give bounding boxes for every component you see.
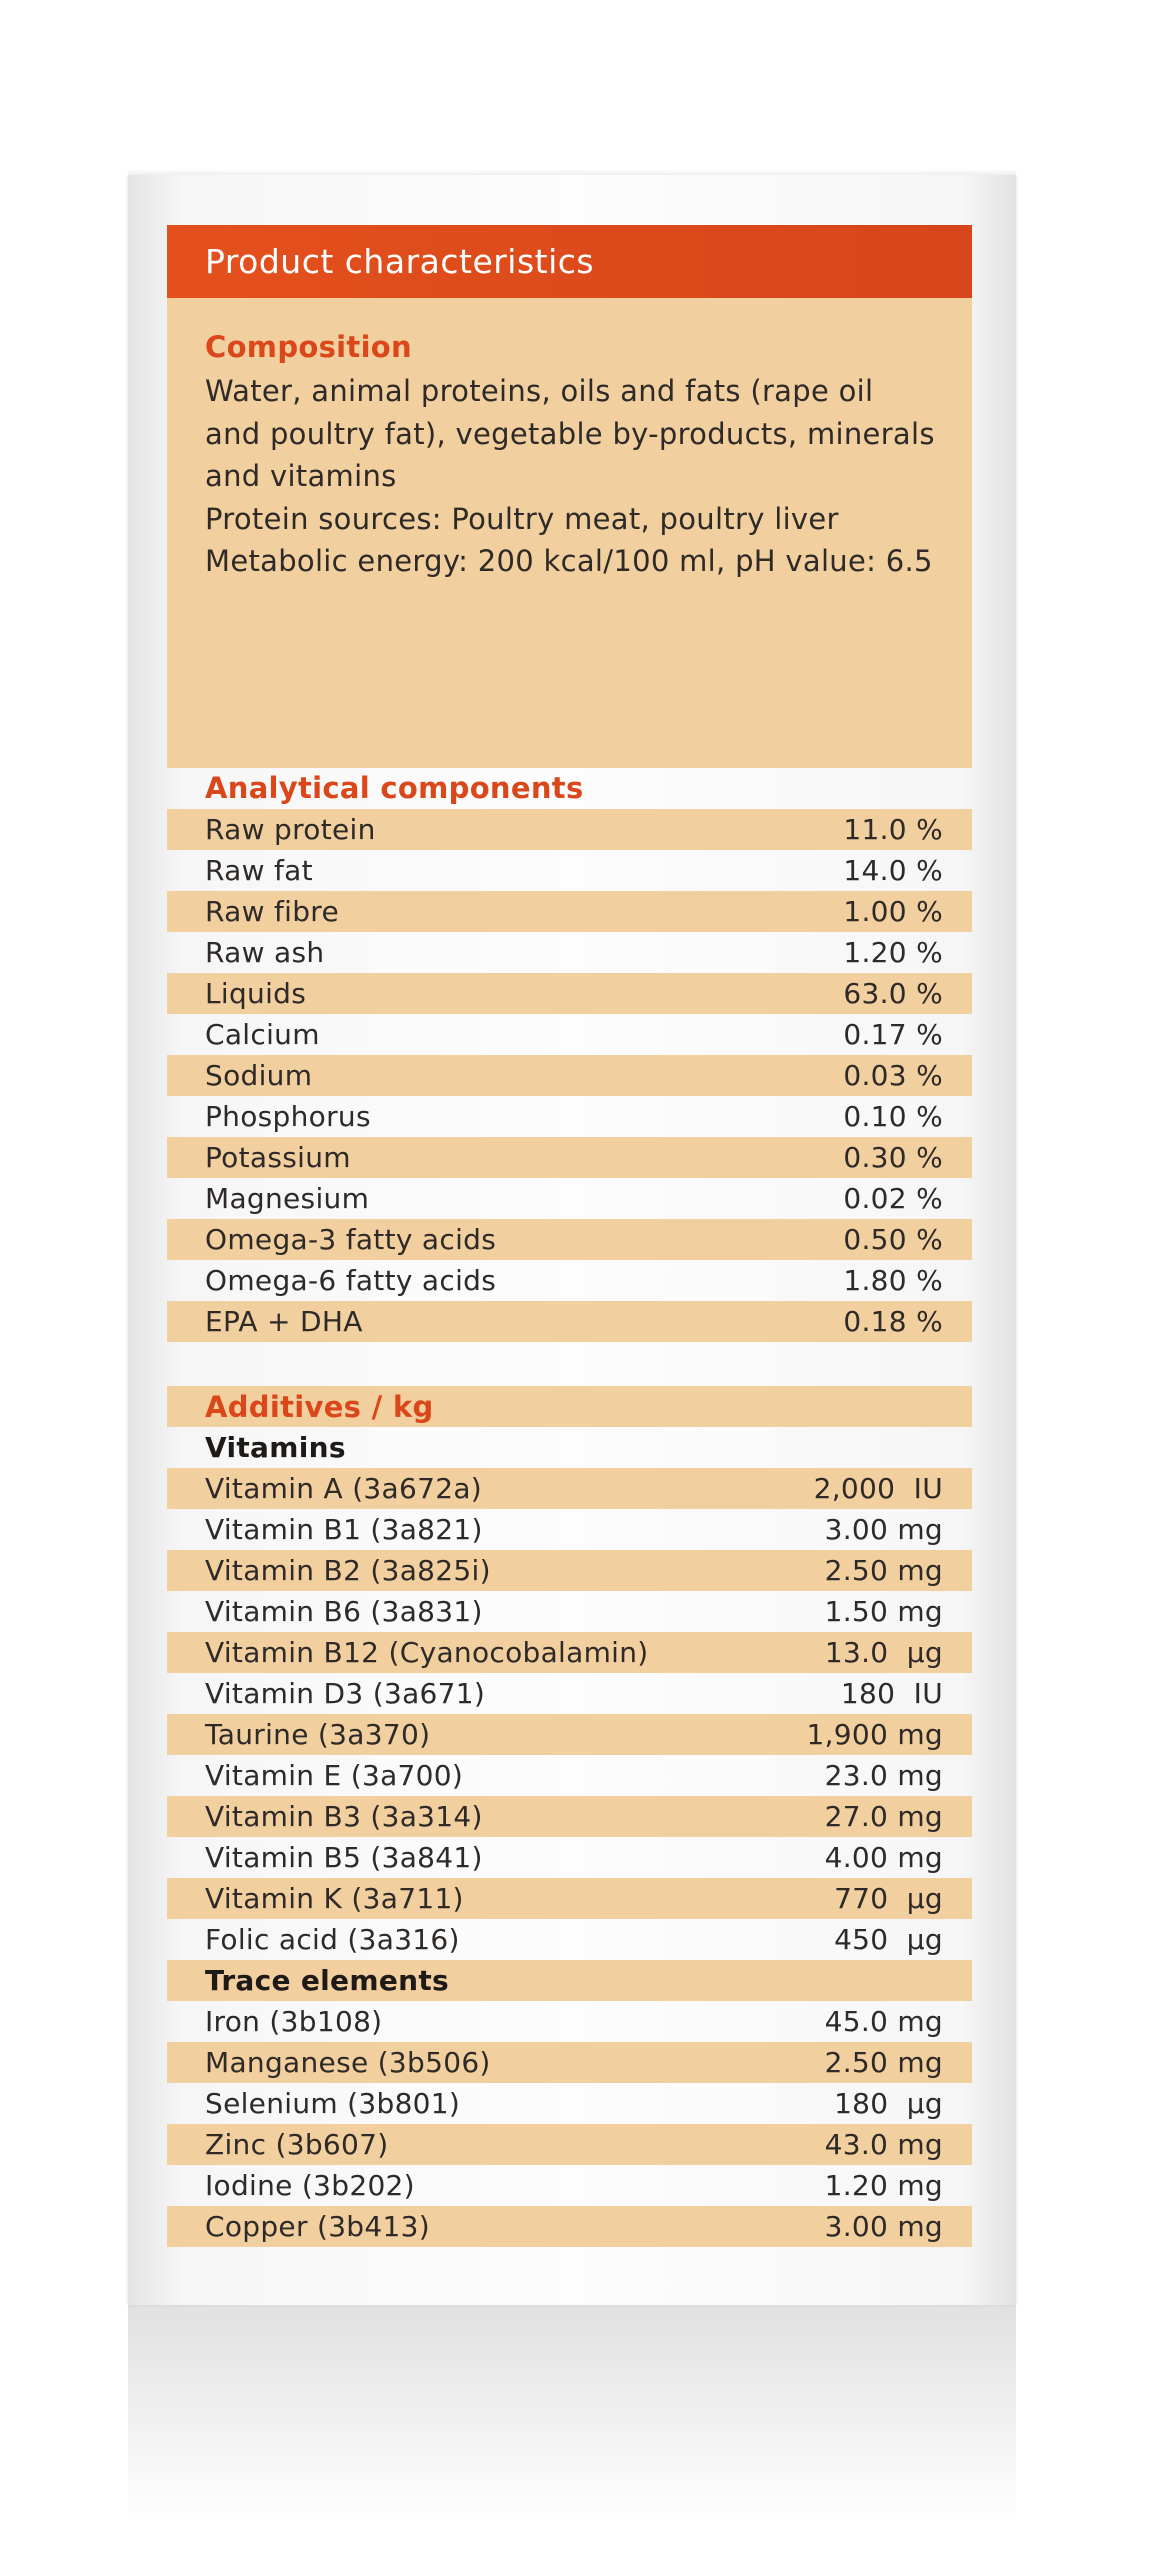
row-value: 1.20 mg: [824, 2169, 943, 2202]
table-row: [167, 1509, 972, 1550]
row-value: 14.0 %: [843, 854, 943, 887]
row-value: 0.17 %: [843, 1018, 943, 1051]
row-value: 43.0 mg: [824, 2128, 943, 2161]
row-label: Zinc (3b607): [205, 2128, 389, 2161]
row-value: 180 µg: [834, 2087, 943, 2120]
table-row: [167, 809, 972, 850]
table-row: [167, 1714, 972, 1755]
row-label: Vitamin B3 (3a314): [205, 1800, 483, 1833]
row-value: 1.00 %: [843, 895, 943, 928]
row-label: EPA + DHA: [205, 1305, 363, 1338]
row-label: Vitamin B2 (3a825i): [205, 1554, 491, 1587]
row-label: Taurine (3a370): [205, 1718, 431, 1751]
additives-table: [167, 1386, 972, 2247]
row-value: 0.18 %: [843, 1305, 943, 1338]
page-title: Product characteristics: [167, 225, 972, 298]
table-row: [167, 1919, 972, 1960]
table-row: [167, 891, 972, 932]
row-value: 27.0 mg: [824, 1800, 943, 1833]
row-value: 4.00 mg: [824, 1841, 943, 1874]
composition-title: Composition: [205, 330, 412, 364]
row-label: Iodine (3b202): [205, 2169, 415, 2202]
row-value: 11.0 %: [843, 813, 943, 846]
row-value: 0.30 %: [843, 1141, 943, 1174]
row-label: Raw protein: [205, 813, 376, 846]
composition-line: and poultry fat), vegetable by-products, minerals: [205, 416, 935, 451]
row-value: 450 µg: [834, 1923, 943, 1956]
row-label: Vitamin K (3a711): [205, 1882, 464, 1915]
table-row: [167, 1755, 972, 1796]
table-row: [167, 850, 972, 891]
table-row: [167, 1055, 972, 1096]
row-value: 45.0 mg: [824, 2005, 943, 2038]
table-row: [167, 1096, 972, 1137]
table-row: [167, 1468, 972, 1509]
table-row: [167, 1260, 972, 1301]
row-value: 2.50 mg: [824, 2046, 943, 2079]
table-row: [167, 1878, 972, 1919]
analytical-title: Analytical components: [205, 771, 584, 805]
row-label: Calcium: [205, 1018, 320, 1051]
box-reflection: [128, 2305, 1016, 2525]
table-row: [167, 1301, 972, 1342]
trace-elements-subheading: [167, 1960, 972, 2001]
composition-section: [167, 298, 972, 768]
table-row: [167, 1796, 972, 1837]
table-row: [167, 1673, 972, 1714]
row-label: Raw fibre: [205, 895, 340, 928]
row-label: Vitamin D3 (3a671): [205, 1677, 486, 1710]
table-row: [167, 1591, 972, 1632]
table-row: [167, 973, 972, 1014]
row-label: Omega-6 fatty acids: [205, 1264, 497, 1297]
analytical-table: [167, 809, 972, 1342]
row-value: 23.0 mg: [824, 1759, 943, 1792]
row-label: Sodium: [205, 1059, 313, 1092]
composition-line: Water, animal proteins, oils and fats (rape oil: [205, 374, 874, 408]
table-row: [167, 1219, 972, 1260]
row-label: Liquids: [205, 977, 307, 1010]
row-value: 13.0 µg: [824, 1636, 943, 1669]
row-label: Raw ash: [205, 936, 325, 969]
row-label: Vitamin B6 (3a831): [205, 1595, 483, 1628]
row-label: Magnesium: [205, 1182, 370, 1215]
row-value: 1.80 %: [843, 1264, 943, 1297]
row-label: Manganese (3b506): [205, 2046, 491, 2079]
table-row: [167, 2083, 972, 2124]
vitamins-subheading: [167, 1427, 972, 1468]
table-row: [167, 1178, 972, 1219]
row-value: 3.00 mg: [824, 1513, 943, 1546]
additives-title-text: Additives / kg: [205, 1389, 434, 1424]
row-value: 1.50 mg: [824, 1595, 943, 1628]
composition-text: [205, 370, 934, 583]
table-row: [167, 1632, 972, 1673]
table-row: [167, 1550, 972, 1591]
row-label: Iron (3b108): [205, 2005, 383, 2038]
table-row: [167, 1837, 972, 1878]
row-value: 2.50 mg: [824, 1554, 943, 1587]
row-value: 180 IU: [840, 1677, 943, 1710]
trace-elements-subheading-text: Trace elements: [205, 1964, 449, 1997]
additives-title: [167, 1386, 972, 1427]
row-label: Vitamin A (3a672a): [205, 1472, 483, 1505]
row-label: Potassium: [205, 1141, 351, 1174]
row-value: 1.20 %: [843, 936, 943, 969]
composition-line: and vitamins: [205, 459, 397, 493]
row-value: 0.03 %: [843, 1059, 943, 1092]
row-value: 3.00 mg: [824, 2210, 943, 2243]
table-row: [167, 2206, 972, 2247]
row-label: Vitamin B1 (3a821): [205, 1513, 483, 1546]
table-row: [167, 932, 972, 973]
row-label: Phosphorus: [205, 1100, 371, 1133]
row-label: Copper (3b413): [205, 2210, 430, 2243]
row-value: 63.0 %: [843, 977, 943, 1010]
table-row: [167, 2042, 972, 2083]
table-row: [167, 2124, 972, 2165]
row-label: Folic acid (3a316): [205, 1923, 460, 1956]
row-label: Raw fat: [205, 854, 313, 887]
table-row: [167, 2001, 972, 2042]
vitamins-subheading-text: Vitamins: [205, 1431, 346, 1464]
row-value: 2,000 IU: [813, 1472, 943, 1505]
row-value: 1,900 mg: [806, 1718, 943, 1751]
row-label: Vitamin E (3a700): [205, 1759, 464, 1792]
row-value: 0.50 %: [843, 1223, 943, 1256]
row-value: 0.02 %: [843, 1182, 943, 1215]
row-label: Vitamin B12 (Cyanocobalamin): [205, 1636, 649, 1669]
row-value: 0.10 %: [843, 1100, 943, 1133]
row-label: Selenium (3b801): [205, 2087, 461, 2120]
table-row: [167, 1014, 972, 1055]
row-label: Vitamin B5 (3a841): [205, 1841, 483, 1874]
composition-line: Metabolic energy: 200 kcal/100 ml, pH value: 6.5: [205, 544, 933, 578]
row-value: 770 µg: [834, 1882, 943, 1915]
row-label: Omega-3 fatty acids: [205, 1223, 497, 1256]
composition-line: Protein sources: Poultry meat, poultry liver: [205, 501, 839, 536]
table-row: [167, 2165, 972, 2206]
table-row: [167, 1137, 972, 1178]
